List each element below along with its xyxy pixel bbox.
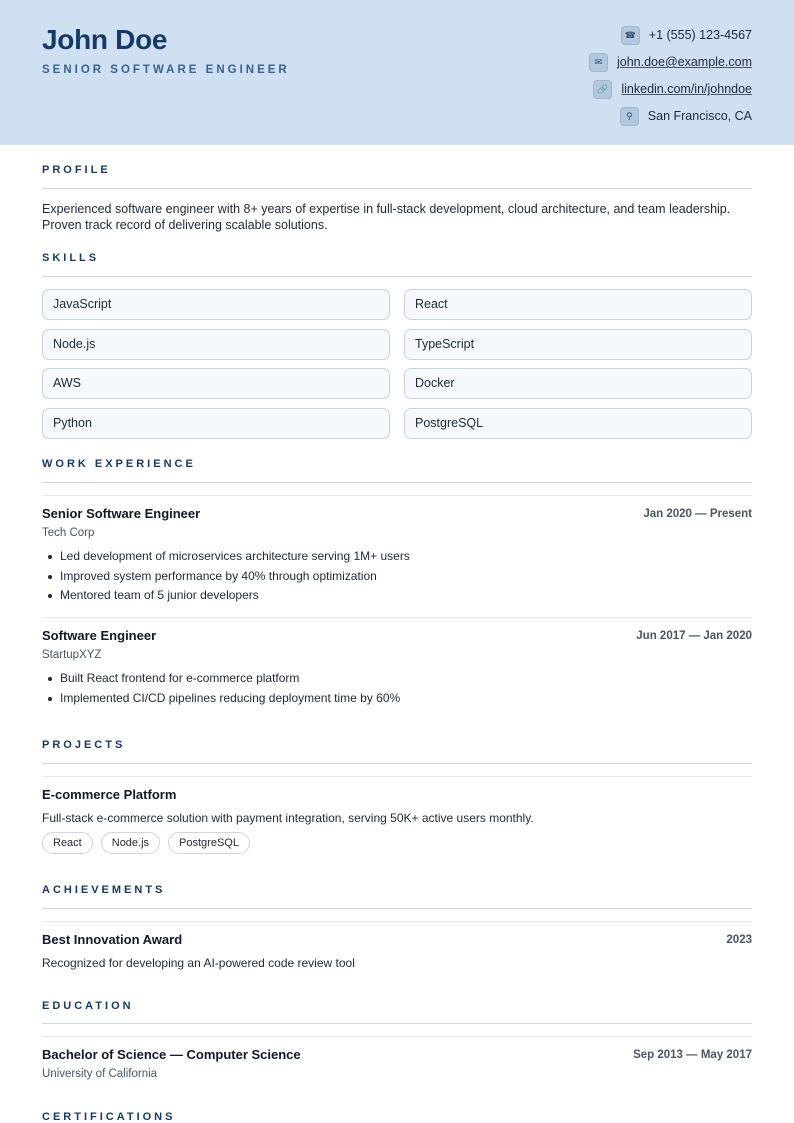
entry-divider bbox=[42, 495, 752, 496]
divider bbox=[42, 188, 752, 189]
skill-chip: PostgreSQL bbox=[404, 408, 752, 439]
skill-chip: Python bbox=[42, 408, 390, 439]
divider bbox=[42, 482, 752, 483]
job-company: StartupXYZ bbox=[42, 649, 102, 661]
achievement-year: 2023 bbox=[726, 934, 752, 946]
achievement-description: Recognized for developing an AI-powered code review tool bbox=[42, 956, 355, 970]
divider bbox=[42, 276, 752, 277]
entry-divider bbox=[42, 1036, 752, 1037]
project-title: E-commerce Platform bbox=[42, 787, 177, 802]
divider bbox=[42, 763, 752, 764]
list-item: Led development of microservices architecture serving 1M+ users bbox=[42, 547, 410, 567]
contact-email[interactable] bbox=[589, 52, 752, 72]
job-bullets bbox=[42, 547, 410, 606]
skill-chip: Node.js bbox=[42, 329, 390, 360]
list-item: Improved system performance by 40% through optimization bbox=[42, 567, 410, 587]
skill-chip: JavaScript bbox=[42, 289, 390, 320]
skill-chip: TypeScript bbox=[404, 329, 752, 360]
school-name: University of California bbox=[42, 1068, 158, 1080]
degree-title: Bachelor of Science — Computer Science bbox=[42, 1047, 301, 1062]
linkedin-link[interactable]: linkedin.com/in/johndoe bbox=[621, 82, 752, 96]
contact-phone bbox=[589, 25, 752, 45]
job-title: Software Engineer bbox=[42, 628, 157, 643]
education-date: Sep 2013 — May 2017 bbox=[633, 1049, 752, 1061]
phone-text: +1 (555) 123-4567 bbox=[648, 28, 752, 42]
contact-list bbox=[589, 25, 752, 133]
job-title: Senior Software Engineer bbox=[42, 506, 201, 521]
list-item: Built React frontend for e-commerce platform bbox=[42, 669, 400, 689]
email-link[interactable]: john.doe@example.com bbox=[617, 55, 752, 69]
resume-header bbox=[0, 0, 794, 145]
skill-chip: Docker bbox=[404, 368, 752, 399]
job-date: Jun 2017 — Jan 2020 bbox=[636, 630, 752, 642]
project-tags bbox=[42, 832, 258, 854]
job-bullets bbox=[42, 669, 400, 708]
job-company: Tech Corp bbox=[42, 527, 95, 539]
section-title-work: WORK EXPERIENCE bbox=[42, 458, 196, 470]
link-icon: 🔗 bbox=[593, 80, 612, 99]
candidate-role: SENIOR SOFTWARE ENGINEER bbox=[42, 64, 290, 76]
tech-tag: PostgreSQL bbox=[168, 832, 250, 854]
entry-divider bbox=[42, 776, 752, 777]
job-date: Jan 2020 — Present bbox=[643, 508, 752, 520]
entry-divider bbox=[42, 617, 752, 618]
contact-linkedin[interactable] bbox=[589, 79, 752, 99]
list-item: Implemented CI/CD pipelines reducing deployment time by 60% bbox=[42, 689, 400, 709]
section-title-certifications: CERTIFICATIONS bbox=[42, 1111, 176, 1123]
candidate-name: John Doe bbox=[42, 24, 168, 55]
phone-icon: ☎ bbox=[621, 26, 640, 45]
list-item: Mentored team of 5 junior developers bbox=[42, 586, 410, 606]
section-title-skills: SKILLS bbox=[42, 252, 100, 264]
tech-tag: React bbox=[42, 832, 93, 854]
divider bbox=[42, 908, 752, 909]
skill-chip: AWS bbox=[42, 368, 390, 399]
profile-summary bbox=[42, 201, 754, 233]
tech-tag: Node.js bbox=[101, 832, 160, 854]
section-title-education: EDUCATION bbox=[42, 1000, 134, 1012]
divider bbox=[42, 1023, 752, 1024]
contact-location bbox=[589, 106, 752, 126]
profile-line: Proven track record of delivering scalable solutions. bbox=[42, 218, 328, 232]
location-text: San Francisco, CA bbox=[647, 109, 752, 123]
section-title-achievements: ACHIEVEMENTS bbox=[42, 884, 166, 896]
entry-divider bbox=[42, 921, 752, 922]
section-title-profile: PROFILE bbox=[42, 164, 111, 176]
section-title-projects: PROJECTS bbox=[42, 739, 126, 751]
project-description: Full-stack e-commerce solution with payment integration, serving 50K+ active users monthly. bbox=[42, 811, 534, 825]
skill-chip: React bbox=[404, 289, 752, 320]
profile-line: Experienced software engineer with 8+ years of expertise in full-stack development, cloud architecture, and team leadership. bbox=[42, 202, 731, 216]
achievement-title: Best Innovation Award bbox=[42, 932, 183, 947]
location-icon: ⚲ bbox=[620, 107, 639, 126]
email-icon: ✉ bbox=[589, 53, 608, 72]
